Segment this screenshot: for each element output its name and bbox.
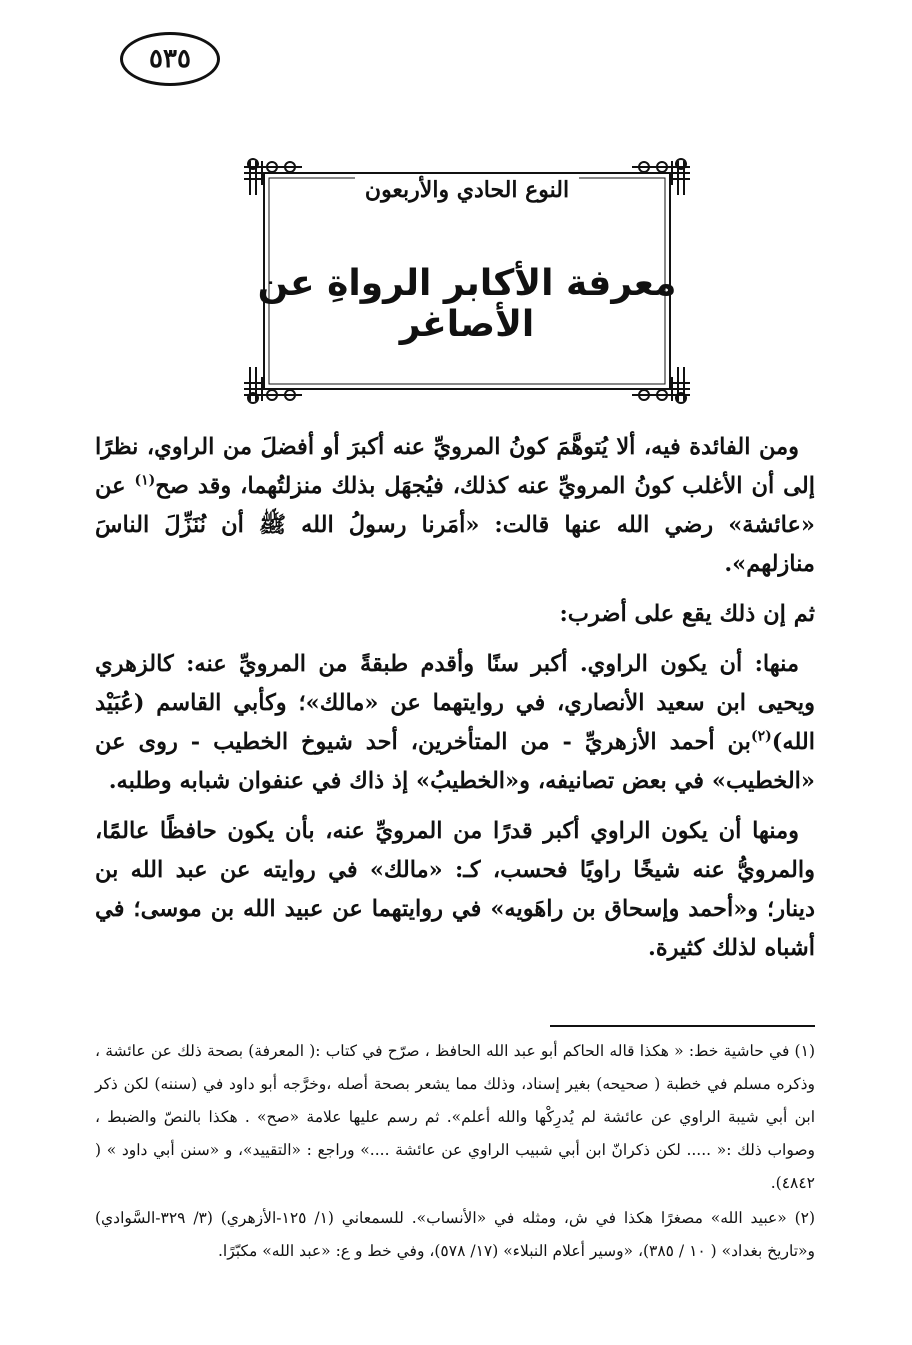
footnotes	[95, 1035, 815, 1270]
footnote-divider	[550, 1025, 815, 1027]
footnote: (١) في حاشية خط: « هكذا قاله الحاكم أبو عبد الله الحافظ ، صرّح في كتاب :( المعرفة) بصحة ذلك عن عائشة ، وذكره مسلم في خطبة ( صحيحه) بغير إسناد، وذلك مما يشعر بصحة أصله ،وخرَّجه أبو داود في (سننه) لكن ذكر ابن أبي شيبة الراوي عن عائشة لم يُدرِكْها والله أعلم». ثم رسم عليها علامة «صح» . هكذا بالنصّ والضبط ، وصواب ذلك :« ..... لكن ذكرانّ ابن أبي شبيب الراوي عن عائشة ....» وراجع : «التقييد»، و «سنن أبي داود » ( ٤٨٤٢).	[95, 1042, 815, 1192]
paragraph-text: ومنها أن يكون الراوي أكبر قدرًا من المرويِّ عنه، بأن يكون حافظًا عالمًا، والمرويُّ عنه شيخًا راويًا فحسب، كـ: «مالك» في روايته عن عبد الله بن دينار؛ و«أحمد وإسحاق بن راهَويه» في روايتهما عن عبيد الله بن موسى؛ في أشباه لذلك كثيرة.	[95, 818, 815, 961]
paragraph-text: ومن الفائدة فيه، ألا يُتوهَّمَ كونُ المرويِّ عنه أكبرَ أو أفضلَ من الراوي، نظرًا إلى أن الأغلب كونُ المرويِّ عنه كذلك، فيُجهَل بذلك منزلتُهما، وقد صح	[95, 434, 816, 499]
paragraph-text: ثم إن ذلك يقع على أضرب:	[559, 601, 815, 627]
chapter-label-text: النوع الحادي والأربعون	[355, 177, 579, 203]
chapter-title: معرفة الأكابر الرواةِ عن الأصاغر	[257, 263, 677, 345]
paragraph	[95, 812, 815, 968]
page-number-text: ٥٣٥	[149, 44, 191, 74]
paragraph	[95, 595, 815, 634]
chapter-title-frame	[242, 155, 692, 407]
chapter-label	[242, 177, 692, 203]
paragraph-text: منها: أن يكون الراوي. أكبر سنًا وأقدم طبقةً من المرويِّ عنه: كالزهري ويحيى ابن سعيد الأنصاري، في روايتهما عن «مالك»؛ وكأبي القاسم (عُبَيْد الله)	[95, 651, 815, 755]
footnote-ref: (١)	[134, 472, 156, 489]
main-text	[95, 428, 815, 979]
page-number	[120, 32, 220, 86]
paragraph-text-cont: بن أحمد الأزهريِّ - من المتأخرين، أحد شيوخ الخطيب - روى عن «الخطيب» في بعض تصانيفه، و«الخطيبُ» إذ ذاك في عنفوان شبابه وطلبه.	[95, 729, 815, 794]
footnote: (٢) «عبيد الله» مصغرًا هكذا في ش، ومثله في «الأنساب». للسمعاني (١/ ١٢٥-الأزهري) (٣/ ٣٢٩-السَّوادي) و«تاريخ بغداد» ( ١٠ / ٣٨٥)، «وسير أعلام النبلاء» (١٧/ ٥٧٨)، وفي خط و ع: «عبد الله» مكبّرًا.	[95, 1209, 816, 1260]
paragraph-text-cont: عن «عائشة» رضي الله عنها قالت: «أمَرنا رسولُ الله ﷺ أن نُنَزِّلَ الناسَ منازلهم».	[95, 473, 815, 577]
paragraph	[95, 428, 815, 584]
paragraph	[95, 645, 815, 801]
footnote-ref: (٢)	[750, 728, 772, 745]
